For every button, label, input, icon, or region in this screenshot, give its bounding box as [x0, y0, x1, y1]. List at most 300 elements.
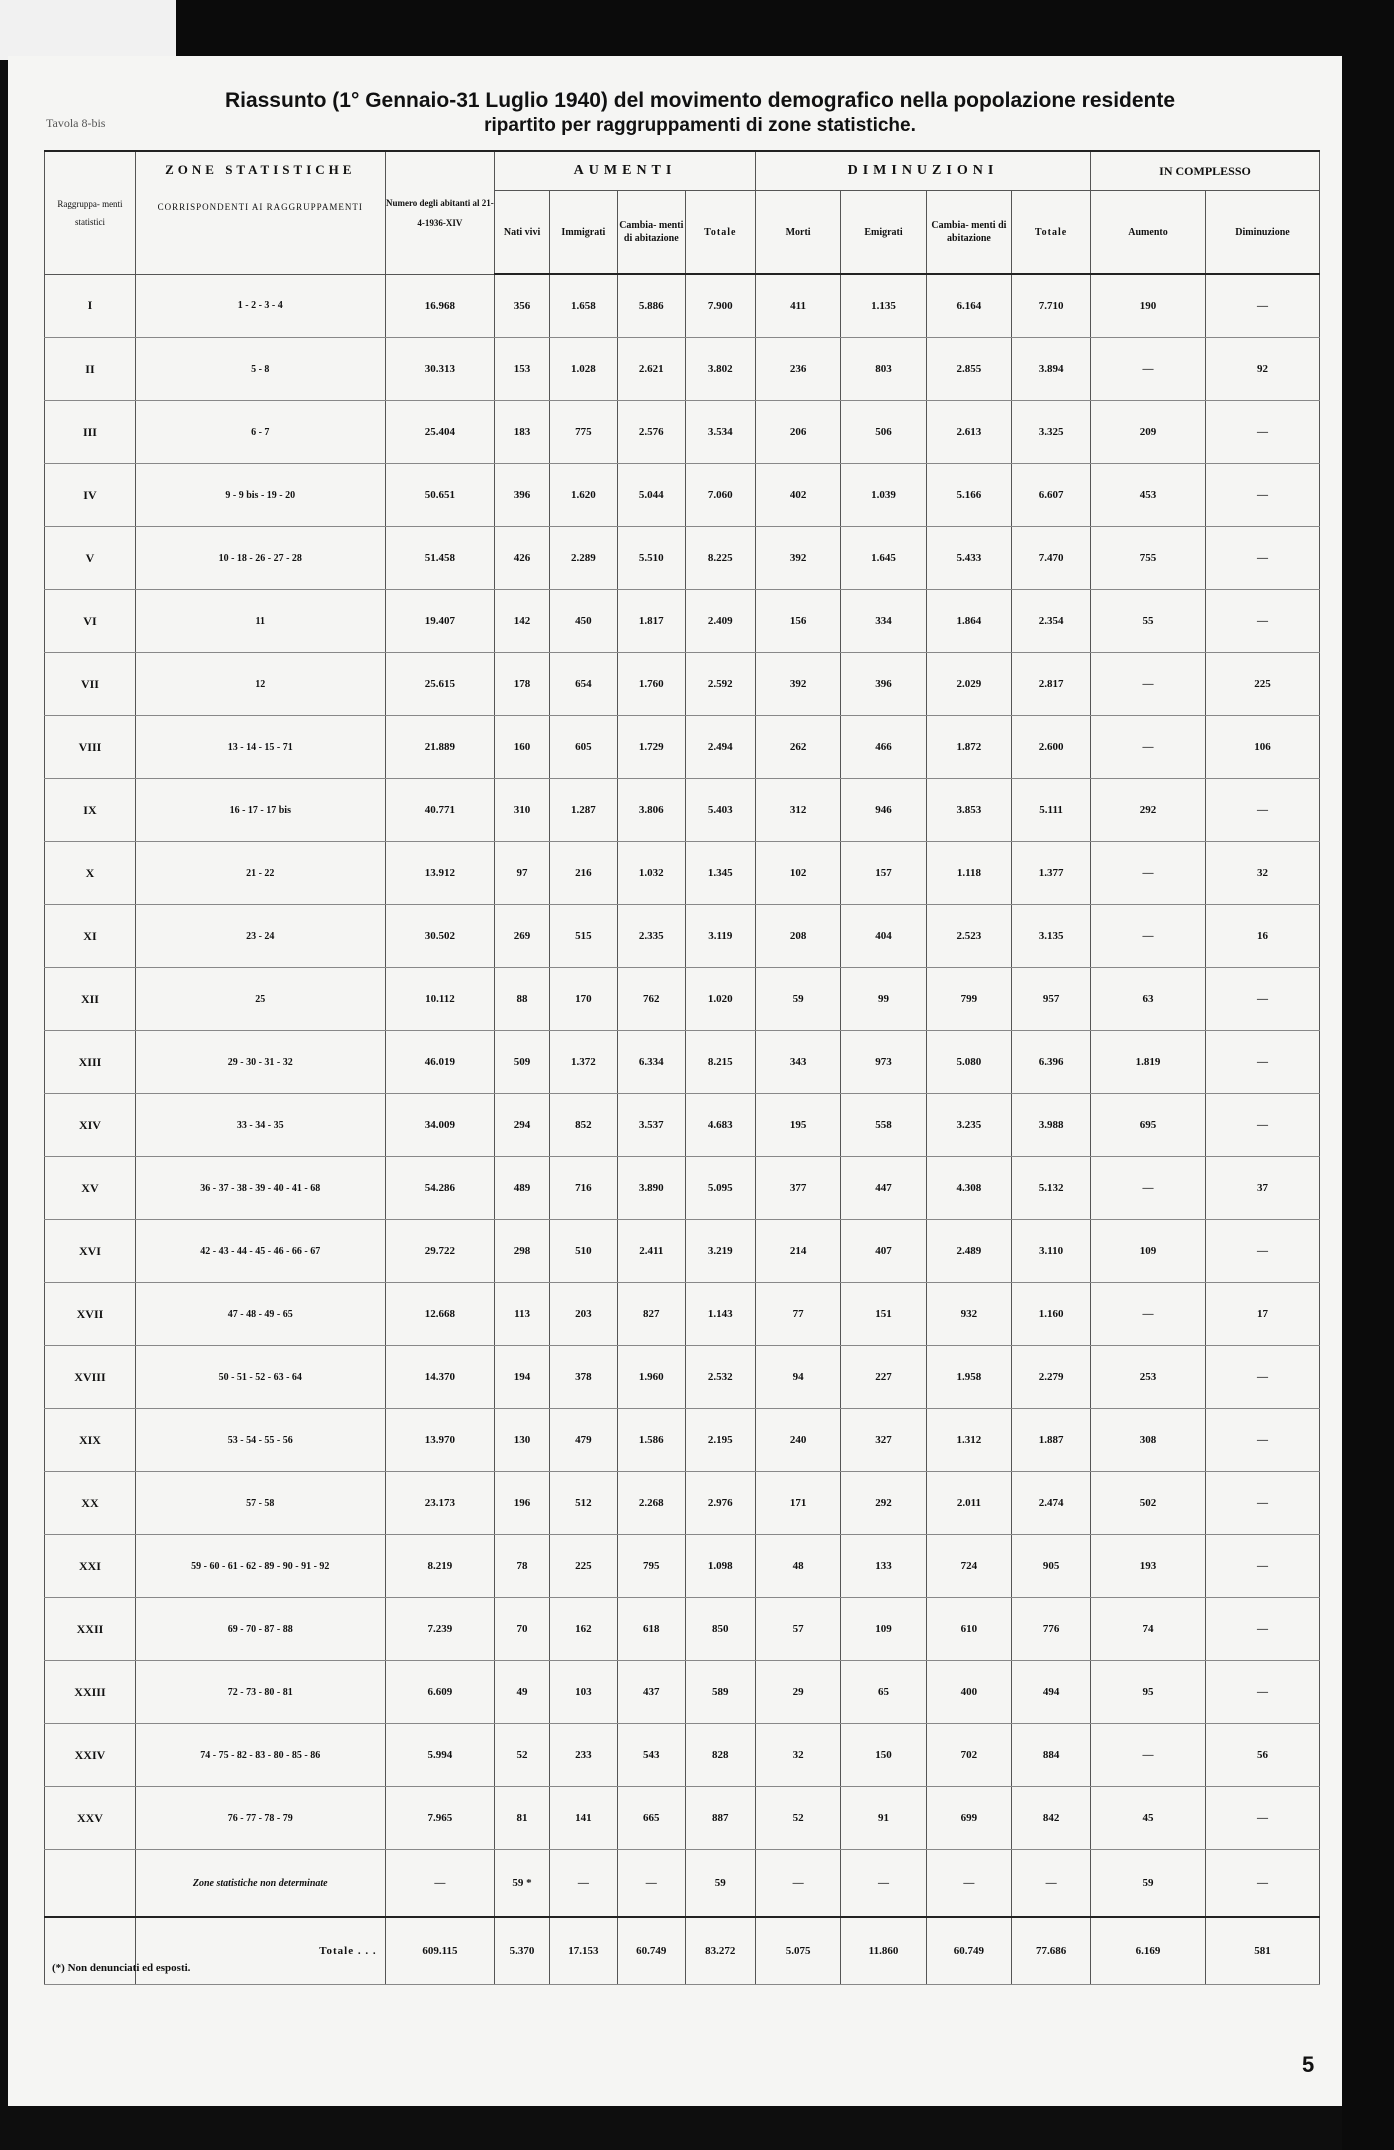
- immigrati-cell: 1.658: [549, 274, 617, 338]
- abitanti-cell: 30.313: [385, 338, 495, 401]
- cambiamenti-aumenti-cell: 618: [617, 1598, 685, 1661]
- morti-cell: 206: [755, 401, 840, 464]
- morti-cell: 195: [755, 1094, 840, 1157]
- cambiamenti-aumenti-cell: 1.586: [617, 1409, 685, 1472]
- emigrati-cell: 151: [841, 1283, 926, 1346]
- morti-cell: 392: [755, 527, 840, 590]
- cambiamenti-aumenti-cell: 2.621: [617, 338, 685, 401]
- nati-vivi-cell: 59 *: [495, 1850, 550, 1918]
- zone-cell: 5 - 8: [135, 338, 385, 401]
- aumento-cell: 502: [1091, 1472, 1206, 1535]
- morti-cell: 77: [755, 1283, 840, 1346]
- cambiamenti-diminuzioni-cell: 2.029: [926, 653, 1011, 716]
- cambiamenti-aumenti-cell: 6.334: [617, 1031, 685, 1094]
- raggruppamento-cell: IX: [45, 779, 136, 842]
- morti-cell: 57: [755, 1598, 840, 1661]
- immigrati-cell: 162: [549, 1598, 617, 1661]
- nati-vivi-cell: 426: [495, 527, 550, 590]
- diminuzione-cell: 37: [1206, 1157, 1320, 1220]
- table-number: Tavola 8-bis: [46, 116, 106, 130]
- zone-cell: 74 - 75 - 82 - 83 - 80 - 85 - 86: [135, 1724, 385, 1787]
- emigrati-cell: 1.645: [841, 527, 926, 590]
- emigrati-cell: 91: [841, 1787, 926, 1850]
- raggruppamento-cell: XVIII: [45, 1346, 136, 1409]
- emigrati-cell: 1.135: [841, 274, 926, 338]
- raggruppamento-cell: VIII: [45, 716, 136, 779]
- totals-row: [45, 1917, 1320, 1985]
- raggruppamento-cell: XXIII: [45, 1661, 136, 1724]
- immigrati-cell: 170: [549, 968, 617, 1031]
- nati-vivi-cell: 489: [495, 1157, 550, 1220]
- zone-cell: 33 - 34 - 35: [135, 1094, 385, 1157]
- cambiamenti-aumenti-cell: 2.268: [617, 1472, 685, 1535]
- header-immigrati: Immigrati: [549, 191, 617, 275]
- header-in-complesso: IN COMPLESSO: [1091, 151, 1320, 191]
- cambiamenti-diminuzioni-cell: 799: [926, 968, 1011, 1031]
- diminuzione-cell: —: [1206, 274, 1320, 338]
- aumento-cell: —: [1091, 1283, 1206, 1346]
- totale-aumenti-cell: 850: [685, 1598, 755, 1661]
- totale-diminuzioni-cell: 3.325: [1012, 401, 1091, 464]
- table-row: [45, 842, 1320, 905]
- table-row: [45, 1598, 1320, 1661]
- emigrati-cell: 99: [841, 968, 926, 1031]
- totale-diminuzioni-cell: —: [1012, 1850, 1091, 1918]
- table-row: [45, 1661, 1320, 1724]
- nati-vivi-cell: 49: [495, 1661, 550, 1724]
- emigrati-cell: 109: [841, 1598, 926, 1661]
- nati-vivi-cell: 269: [495, 905, 550, 968]
- totale-diminuzioni-cell: 905: [1012, 1535, 1091, 1598]
- zone-cell: 69 - 70 - 87 - 88: [135, 1598, 385, 1661]
- aumento-cell: —: [1091, 905, 1206, 968]
- raggruppamento-cell: V: [45, 527, 136, 590]
- table-row: [45, 779, 1320, 842]
- diminuzione-cell: —: [1206, 1850, 1320, 1918]
- cambiamenti-diminuzioni-cell: 6.164: [926, 274, 1011, 338]
- empty-cell: [45, 1850, 136, 1918]
- diminuzione-cell: —: [1206, 779, 1320, 842]
- scan-top-border: [0, 0, 1394, 60]
- totale-diminuzioni-cell: 1.160: [1012, 1283, 1091, 1346]
- emigrati-cell: 506: [841, 401, 926, 464]
- cambiamenti-aumenti-cell: 665: [617, 1787, 685, 1850]
- nati-vivi-cell: 356: [495, 274, 550, 338]
- totale-aumenti-cell: 2.532: [685, 1346, 755, 1409]
- aumento-cell: —: [1091, 1157, 1206, 1220]
- scan-corner-tab: [0, 0, 176, 60]
- raggruppamento-cell: XXI: [45, 1535, 136, 1598]
- immigrati-cell: 479: [549, 1409, 617, 1472]
- raggruppamento-cell: II: [45, 338, 136, 401]
- header-raggruppamenti: Raggruppa- menti statistici: [45, 151, 136, 274]
- zone-cell: 57 - 58: [135, 1472, 385, 1535]
- zone-cell: 72 - 73 - 80 - 81: [135, 1661, 385, 1724]
- nati-vivi-cell: 78: [495, 1535, 550, 1598]
- morti-cell: 236: [755, 338, 840, 401]
- emigrati-cell: 558: [841, 1094, 926, 1157]
- raggruppamento-cell: XIII: [45, 1031, 136, 1094]
- cambiamenti-diminuzioni-cell: 724: [926, 1535, 1011, 1598]
- raggruppamento-cell: VII: [45, 653, 136, 716]
- totale-aumenti-cell: 8.225: [685, 527, 755, 590]
- morti-cell: 171: [755, 1472, 840, 1535]
- header-diminuzione: Diminuzione: [1206, 191, 1320, 275]
- cambiamenti-diminuzioni-cell: 3.235: [926, 1094, 1011, 1157]
- cambiamenti-aumenti-cell: 795: [617, 1535, 685, 1598]
- cambiamenti-aumenti-cell: 5.044: [617, 464, 685, 527]
- abitanti-cell: 7.965: [385, 1787, 495, 1850]
- immigrati-cell: 225: [549, 1535, 617, 1598]
- aumento-cell: —: [1091, 653, 1206, 716]
- zone-cell: 23 - 24: [135, 905, 385, 968]
- morti-cell: 32: [755, 1724, 840, 1787]
- morti-cell: 392: [755, 653, 840, 716]
- immigrati-cell: 852: [549, 1094, 617, 1157]
- totale-diminuzioni-cell: 2.279: [1012, 1346, 1091, 1409]
- raggruppamento-cell: XIV: [45, 1094, 136, 1157]
- abitanti-cell: 23.173: [385, 1472, 495, 1535]
- aumento-cell: —: [1091, 1724, 1206, 1787]
- table-row: [45, 1787, 1320, 1850]
- morti-cell: 48: [755, 1535, 840, 1598]
- totale-diminuzioni-cell: 1.887: [1012, 1409, 1091, 1472]
- totale-aumenti-cell: 828: [685, 1724, 755, 1787]
- abitanti-cell: 29.722: [385, 1220, 495, 1283]
- table-row: [45, 590, 1320, 653]
- totale-diminuzioni-cell: 842: [1012, 1787, 1091, 1850]
- zone-cell: 9 - 9 bis - 19 - 20: [135, 464, 385, 527]
- diminuzione-cell: 56: [1206, 1724, 1320, 1787]
- cambiamenti-diminuzioni-cell: 1.118: [926, 842, 1011, 905]
- totale-diminuzioni-cell: 3.110: [1012, 1220, 1091, 1283]
- aumento-cell: 1.819: [1091, 1031, 1206, 1094]
- raggruppamento-cell: XVII: [45, 1283, 136, 1346]
- header-row-groups: [45, 151, 1320, 191]
- zone-cell: Zone statistiche non determinate: [135, 1850, 385, 1918]
- cambiamenti-aumenti-cell: 3.890: [617, 1157, 685, 1220]
- emigrati-cell: 803: [841, 338, 926, 401]
- table-row: [45, 716, 1320, 779]
- aumento-cell: 453: [1091, 464, 1206, 527]
- cambiamenti-aumenti-cell: 2.411: [617, 1220, 685, 1283]
- raggruppamento-cell: VI: [45, 590, 136, 653]
- header-totale-aumenti: Totale: [685, 191, 755, 275]
- aumento-cell: —: [1091, 338, 1206, 401]
- cambiamenti-aumenti-cell: 1.760: [617, 653, 685, 716]
- emigrati-cell: 973: [841, 1031, 926, 1094]
- abitanti-cell: 5.994: [385, 1724, 495, 1787]
- total-emigrati-cell: 11.860: [841, 1917, 926, 1985]
- aumento-cell: 695: [1091, 1094, 1206, 1157]
- header-zone-sub: CORRISPONDENTI AI RAGGRUPPAMENTI: [157, 202, 363, 212]
- morti-cell: 208: [755, 905, 840, 968]
- nati-vivi-cell: 396: [495, 464, 550, 527]
- total-morti-cell: 5.075: [755, 1917, 840, 1985]
- emigrati-cell: 407: [841, 1220, 926, 1283]
- diminuzione-cell: —: [1206, 1472, 1320, 1535]
- diminuzione-cell: 106: [1206, 716, 1320, 779]
- cambiamenti-diminuzioni-cell: 1.958: [926, 1346, 1011, 1409]
- immigrati-cell: 216: [549, 842, 617, 905]
- nati-vivi-cell: 196: [495, 1472, 550, 1535]
- totale-diminuzioni-cell: 7.710: [1012, 274, 1091, 338]
- cambiamenti-aumenti-cell: 827: [617, 1283, 685, 1346]
- totale-diminuzioni-cell: 6.396: [1012, 1031, 1091, 1094]
- immigrati-cell: 775: [549, 401, 617, 464]
- totale-aumenti-cell: 3.119: [685, 905, 755, 968]
- nati-vivi-cell: 113: [495, 1283, 550, 1346]
- raggruppamento-cell: IV: [45, 464, 136, 527]
- header-aumento: Aumento: [1091, 191, 1206, 275]
- cambiamenti-aumenti-cell: 543: [617, 1724, 685, 1787]
- table-row: [45, 968, 1320, 1031]
- cambiamenti-aumenti-cell: 2.576: [617, 401, 685, 464]
- totale-aumenti-cell: 3.219: [685, 1220, 755, 1283]
- cambiamenti-aumenti-cell: 5.510: [617, 527, 685, 590]
- diminuzione-cell: —: [1206, 1598, 1320, 1661]
- morti-cell: 411: [755, 274, 840, 338]
- immigrati-cell: 1.372: [549, 1031, 617, 1094]
- immigrati-cell: 450: [549, 590, 617, 653]
- totale-aumenti-cell: 589: [685, 1661, 755, 1724]
- table-row: [45, 527, 1320, 590]
- non-determinate-row: [45, 1850, 1320, 1918]
- immigrati-cell: 654: [549, 653, 617, 716]
- abitanti-cell: 21.889: [385, 716, 495, 779]
- table-row: [45, 653, 1320, 716]
- totale-aumenti-cell: 1.098: [685, 1535, 755, 1598]
- aumento-cell: 59: [1091, 1850, 1206, 1918]
- emigrati-cell: 396: [841, 653, 926, 716]
- morti-cell: 262: [755, 716, 840, 779]
- morti-cell: 52: [755, 1787, 840, 1850]
- morti-cell: 59: [755, 968, 840, 1031]
- table-row: [45, 905, 1320, 968]
- emigrati-cell: 1.039: [841, 464, 926, 527]
- document-title: [150, 88, 1250, 138]
- abitanti-cell: 8.219: [385, 1535, 495, 1598]
- nati-vivi-cell: 183: [495, 401, 550, 464]
- zone-cell: 21 - 22: [135, 842, 385, 905]
- diminuzione-cell: —: [1206, 1220, 1320, 1283]
- aumento-cell: 95: [1091, 1661, 1206, 1724]
- totale-aumenti-cell: 2.494: [685, 716, 755, 779]
- cambiamenti-diminuzioni-cell: 2.489: [926, 1220, 1011, 1283]
- header-numero-abitanti: Numero degli abitanti al 21-4-1936-XIV: [385, 151, 495, 274]
- emigrati-cell: 327: [841, 1409, 926, 1472]
- totale-aumenti-cell: 8.215: [685, 1031, 755, 1094]
- zone-cell: 53 - 54 - 55 - 56: [135, 1409, 385, 1472]
- immigrati-cell: 203: [549, 1283, 617, 1346]
- emigrati-cell: 292: [841, 1472, 926, 1535]
- totale-diminuzioni-cell: 6.607: [1012, 464, 1091, 527]
- totale-diminuzioni-cell: 5.111: [1012, 779, 1091, 842]
- cambiamenti-aumenti-cell: 1.817: [617, 590, 685, 653]
- aumento-cell: 193: [1091, 1535, 1206, 1598]
- raggruppamento-cell: XI: [45, 905, 136, 968]
- nati-vivi-cell: 310: [495, 779, 550, 842]
- cambiamenti-diminuzioni-cell: 4.308: [926, 1157, 1011, 1220]
- table-row: [45, 1031, 1320, 1094]
- morti-cell: 94: [755, 1346, 840, 1409]
- diminuzione-cell: 17: [1206, 1283, 1320, 1346]
- abitanti-cell: 50.651: [385, 464, 495, 527]
- raggruppamento-cell: III: [45, 401, 136, 464]
- abitanti-cell: —: [385, 1850, 495, 1918]
- morti-cell: 377: [755, 1157, 840, 1220]
- zone-cell: 59 - 60 - 61 - 62 - 89 - 90 - 91 - 92: [135, 1535, 385, 1598]
- abitanti-cell: 7.239: [385, 1598, 495, 1661]
- nati-vivi-cell: 130: [495, 1409, 550, 1472]
- abitanti-cell: 19.407: [385, 590, 495, 653]
- cambiamenti-aumenti-cell: 437: [617, 1661, 685, 1724]
- cambiamenti-aumenti-cell: 2.335: [617, 905, 685, 968]
- header-nati-vivi: Nati vivi: [495, 191, 550, 275]
- totale-diminuzioni-cell: 5.132: [1012, 1157, 1091, 1220]
- totale-aumenti-cell: 2.976: [685, 1472, 755, 1535]
- aumento-cell: 209: [1091, 401, 1206, 464]
- header-zone-title: ZONE STATISTICHE: [165, 162, 356, 177]
- emigrati-cell: 65: [841, 1661, 926, 1724]
- nati-vivi-cell: 88: [495, 968, 550, 1031]
- zone-cell: 50 - 51 - 52 - 63 - 64: [135, 1346, 385, 1409]
- zone-cell: 76 - 77 - 78 - 79: [135, 1787, 385, 1850]
- cambiamenti-aumenti-cell: 3.806: [617, 779, 685, 842]
- totale-aumenti-cell: 5.095: [685, 1157, 755, 1220]
- total-cambiamenti-aumenti-cell: 60.749: [617, 1917, 685, 1985]
- totale-aumenti-cell: 7.060: [685, 464, 755, 527]
- aumento-cell: 190: [1091, 274, 1206, 338]
- cambiamenti-aumenti-cell: 5.886: [617, 274, 685, 338]
- emigrati-cell: 133: [841, 1535, 926, 1598]
- cambiamenti-diminuzioni-cell: 1.864: [926, 590, 1011, 653]
- table-row: [45, 1157, 1320, 1220]
- zone-cell: 47 - 48 - 49 - 65: [135, 1283, 385, 1346]
- totale-aumenti-cell: 3.534: [685, 401, 755, 464]
- emigrati-cell: 334: [841, 590, 926, 653]
- cambiamenti-diminuzioni-cell: 5.433: [926, 527, 1011, 590]
- cambiamenti-aumenti-cell: 762: [617, 968, 685, 1031]
- diminuzione-cell: 16: [1206, 905, 1320, 968]
- nati-vivi-cell: 194: [495, 1346, 550, 1409]
- zone-cell: 11: [135, 590, 385, 653]
- abitanti-cell: 25.615: [385, 653, 495, 716]
- abitanti-cell: 14.370: [385, 1346, 495, 1409]
- totale-aumenti-cell: 2.409: [685, 590, 755, 653]
- nati-vivi-cell: 70: [495, 1598, 550, 1661]
- header-aumenti: AUMENTI: [495, 151, 756, 191]
- aumento-cell: 292: [1091, 779, 1206, 842]
- zone-cell: 25: [135, 968, 385, 1031]
- cambiamenti-diminuzioni-cell: 1.872: [926, 716, 1011, 779]
- diminuzione-cell: —: [1206, 1661, 1320, 1724]
- totale-diminuzioni-cell: 3.135: [1012, 905, 1091, 968]
- cambiamenti-diminuzioni-cell: —: [926, 1850, 1011, 1918]
- raggruppamento-cell: XVI: [45, 1220, 136, 1283]
- abitanti-cell: 13.970: [385, 1409, 495, 1472]
- raggruppamento-cell: XX: [45, 1472, 136, 1535]
- totals-label: Totale . . .: [135, 1917, 385, 1985]
- emigrati-cell: 946: [841, 779, 926, 842]
- raggruppamento-cell: XXIV: [45, 1724, 136, 1787]
- aumento-cell: 55: [1091, 590, 1206, 653]
- immigrati-cell: 1.287: [549, 779, 617, 842]
- morti-cell: 156: [755, 590, 840, 653]
- total-cambiamenti-diminuzioni-cell: 60.749: [926, 1917, 1011, 1985]
- diminuzione-cell: 92: [1206, 338, 1320, 401]
- raggruppamento-cell: XXV: [45, 1787, 136, 1850]
- abitanti-cell: 34.009: [385, 1094, 495, 1157]
- nati-vivi-cell: 97: [495, 842, 550, 905]
- title-line-2: ripartito per raggruppamenti di zone statistiche.: [484, 115, 916, 136]
- emigrati-cell: 150: [841, 1724, 926, 1787]
- totale-aumenti-cell: 4.683: [685, 1094, 755, 1157]
- immigrati-cell: 2.289: [549, 527, 617, 590]
- cambiamenti-aumenti-cell: 1.032: [617, 842, 685, 905]
- emigrati-cell: 157: [841, 842, 926, 905]
- abitanti-cell: 40.771: [385, 779, 495, 842]
- totale-aumenti-cell: 1.345: [685, 842, 755, 905]
- diminuzione-cell: —: [1206, 1409, 1320, 1472]
- totale-aumenti-cell: 887: [685, 1787, 755, 1850]
- totale-diminuzioni-cell: 3.894: [1012, 338, 1091, 401]
- abitanti-cell: 51.458: [385, 527, 495, 590]
- cambiamenti-diminuzioni-cell: 2.011: [926, 1472, 1011, 1535]
- title-line-1: Riassunto (1° Gennaio-31 Luglio 1940) del movimento demografico nella popolazione residente: [224, 89, 1176, 112]
- table-row: [45, 1283, 1320, 1346]
- nati-vivi-cell: 81: [495, 1787, 550, 1850]
- header-totale-diminuzioni: Totale: [1012, 191, 1091, 275]
- table-row: [45, 1535, 1320, 1598]
- zone-cell: 16 - 17 - 17 bis: [135, 779, 385, 842]
- immigrati-cell: 103: [549, 1661, 617, 1724]
- totale-diminuzioni-cell: 2.474: [1012, 1472, 1091, 1535]
- total-diminuzione-cell: 581: [1206, 1917, 1320, 1985]
- diminuzione-cell: —: [1206, 968, 1320, 1031]
- cambiamenti-diminuzioni-cell: 610: [926, 1598, 1011, 1661]
- totale-diminuzioni-cell: 957: [1012, 968, 1091, 1031]
- header-zone: [135, 151, 385, 274]
- cambiamenti-diminuzioni-cell: 5.080: [926, 1031, 1011, 1094]
- aumento-cell: 109: [1091, 1220, 1206, 1283]
- diminuzione-cell: 225: [1206, 653, 1320, 716]
- morti-cell: 343: [755, 1031, 840, 1094]
- zone-cell: 36 - 37 - 38 - 39 - 40 - 41 - 68: [135, 1157, 385, 1220]
- cambiamenti-aumenti-cell: 1.729: [617, 716, 685, 779]
- aumento-cell: 63: [1091, 968, 1206, 1031]
- nati-vivi-cell: 294: [495, 1094, 550, 1157]
- abitanti-cell: 16.968: [385, 274, 495, 338]
- table-row: [45, 1346, 1320, 1409]
- table-row: [45, 338, 1320, 401]
- morti-cell: 214: [755, 1220, 840, 1283]
- abitanti-cell: 46.019: [385, 1031, 495, 1094]
- table-row: [45, 1094, 1320, 1157]
- emigrati-cell: 227: [841, 1346, 926, 1409]
- diminuzione-cell: —: [1206, 464, 1320, 527]
- morti-cell: 29: [755, 1661, 840, 1724]
- emigrati-cell: —: [841, 1850, 926, 1918]
- nati-vivi-cell: 298: [495, 1220, 550, 1283]
- diminuzione-cell: —: [1206, 1535, 1320, 1598]
- table-body: [45, 274, 1320, 1985]
- morti-cell: —: [755, 1850, 840, 1918]
- diminuzione-cell: —: [1206, 1094, 1320, 1157]
- abitanti-cell: 13.912: [385, 842, 495, 905]
- header-diminuzioni: DIMINUZIONI: [755, 151, 1090, 191]
- aumento-cell: —: [1091, 842, 1206, 905]
